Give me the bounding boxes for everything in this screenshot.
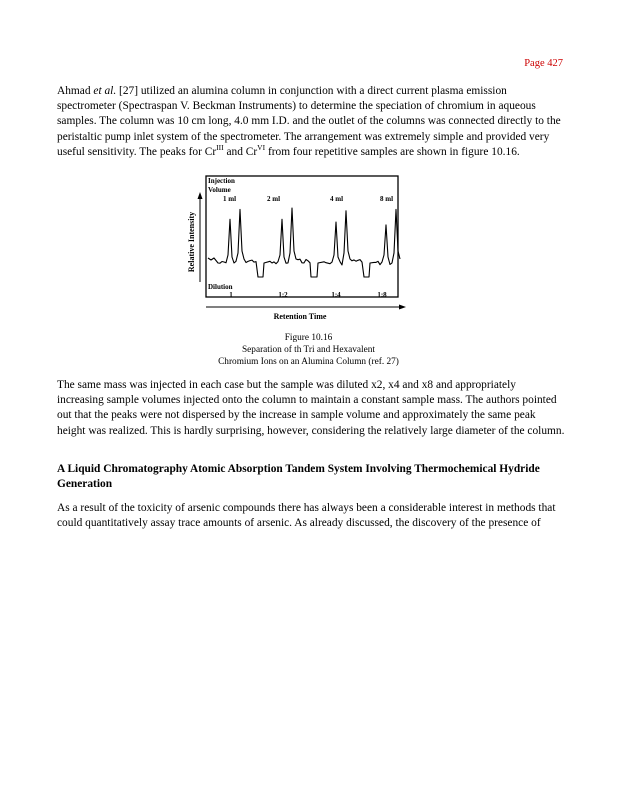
chromatogram-chart xyxy=(188,174,418,322)
injection-volume-label: Injection xyxy=(208,177,235,185)
injection-volume-value: 8 ml xyxy=(380,195,394,203)
figure-chromatogram xyxy=(188,174,418,322)
page-number: Page 427 xyxy=(524,58,563,69)
figure-caption xyxy=(150,333,467,368)
paragraph-injection-results: The same mass was injected in each case but the sample was diluted x2, x4 and x8 and appropriately increasing sample volumes injected onto the column to maintain a constant sample mass. The authors pointed out that the peaks were not dispersed by the increase in sample volume and approximately the same peak height was realized. This is hardly surprising, however, considering the relatively large diameter of the column. xyxy=(57,379,565,437)
dilution-label: Dilution xyxy=(208,283,233,291)
italic-et-al: et al. xyxy=(93,85,117,97)
paragraph-arsenic: As a result of the toxicity of arsenic compounds there has always been a considerable interest in methods that could quantitatively assay trace amounts of arsenic. As already discussed, the discovery of the presence of xyxy=(57,502,556,530)
dilution-value: 1:2 xyxy=(278,291,288,299)
caption-line: Chromium Ions on an Alumina Column (ref. 27) xyxy=(218,356,399,367)
section-heading: A Liquid Chromatography Atomic Absorption Tandem System Involving Thermochemical Hydride Generation xyxy=(57,463,540,491)
superscript-cr3: III xyxy=(216,142,224,152)
x-axis-arrowhead xyxy=(399,305,406,310)
y-axis-label: Relative Intensity xyxy=(187,211,196,273)
caption-figure-number: Figure 10.16 xyxy=(284,333,333,343)
dilution-value: 1:4 xyxy=(331,291,341,299)
paragraph-chromium-speciation xyxy=(57,84,565,160)
x-axis-label: Retention Time xyxy=(273,312,327,321)
caption-line: Separation of th Tri and Hexavalent xyxy=(242,344,375,355)
superscript-cr6: VI xyxy=(257,142,266,152)
chromatogram-trace xyxy=(208,208,400,277)
dilution-value: 1:8 xyxy=(377,291,387,299)
injection-volume-value: 1 ml xyxy=(223,195,237,203)
paragraph-text: Ahmad xyxy=(57,85,94,97)
injection-volume-value: 4 ml xyxy=(330,195,344,203)
dilution-value: 1 xyxy=(229,291,233,299)
paragraph-text: from four repetitive samples are shown in figure 10.16. xyxy=(265,145,520,158)
injection-volume-value: 2 ml xyxy=(267,195,281,203)
y-axis-arrowhead xyxy=(198,192,203,199)
paragraph-text: and Cr xyxy=(223,145,258,158)
paragraph-text: [27] utilized an alumina column in conjunction with a direct current plasma emission spectrometer (Spectraspan V. Beckman Instruments) to determine the speciation of chromium in aqueous samples. The column was 10 cm long, 4.0 mm I.D. and the outlet of the columns was connected directly to the peristaltic pump inlet system of the spectrometer. The arrangement was extremely simple and provided very useful sensitivity. The peaks for Cr xyxy=(57,85,561,158)
injection-volume-label: Volume xyxy=(208,186,231,194)
